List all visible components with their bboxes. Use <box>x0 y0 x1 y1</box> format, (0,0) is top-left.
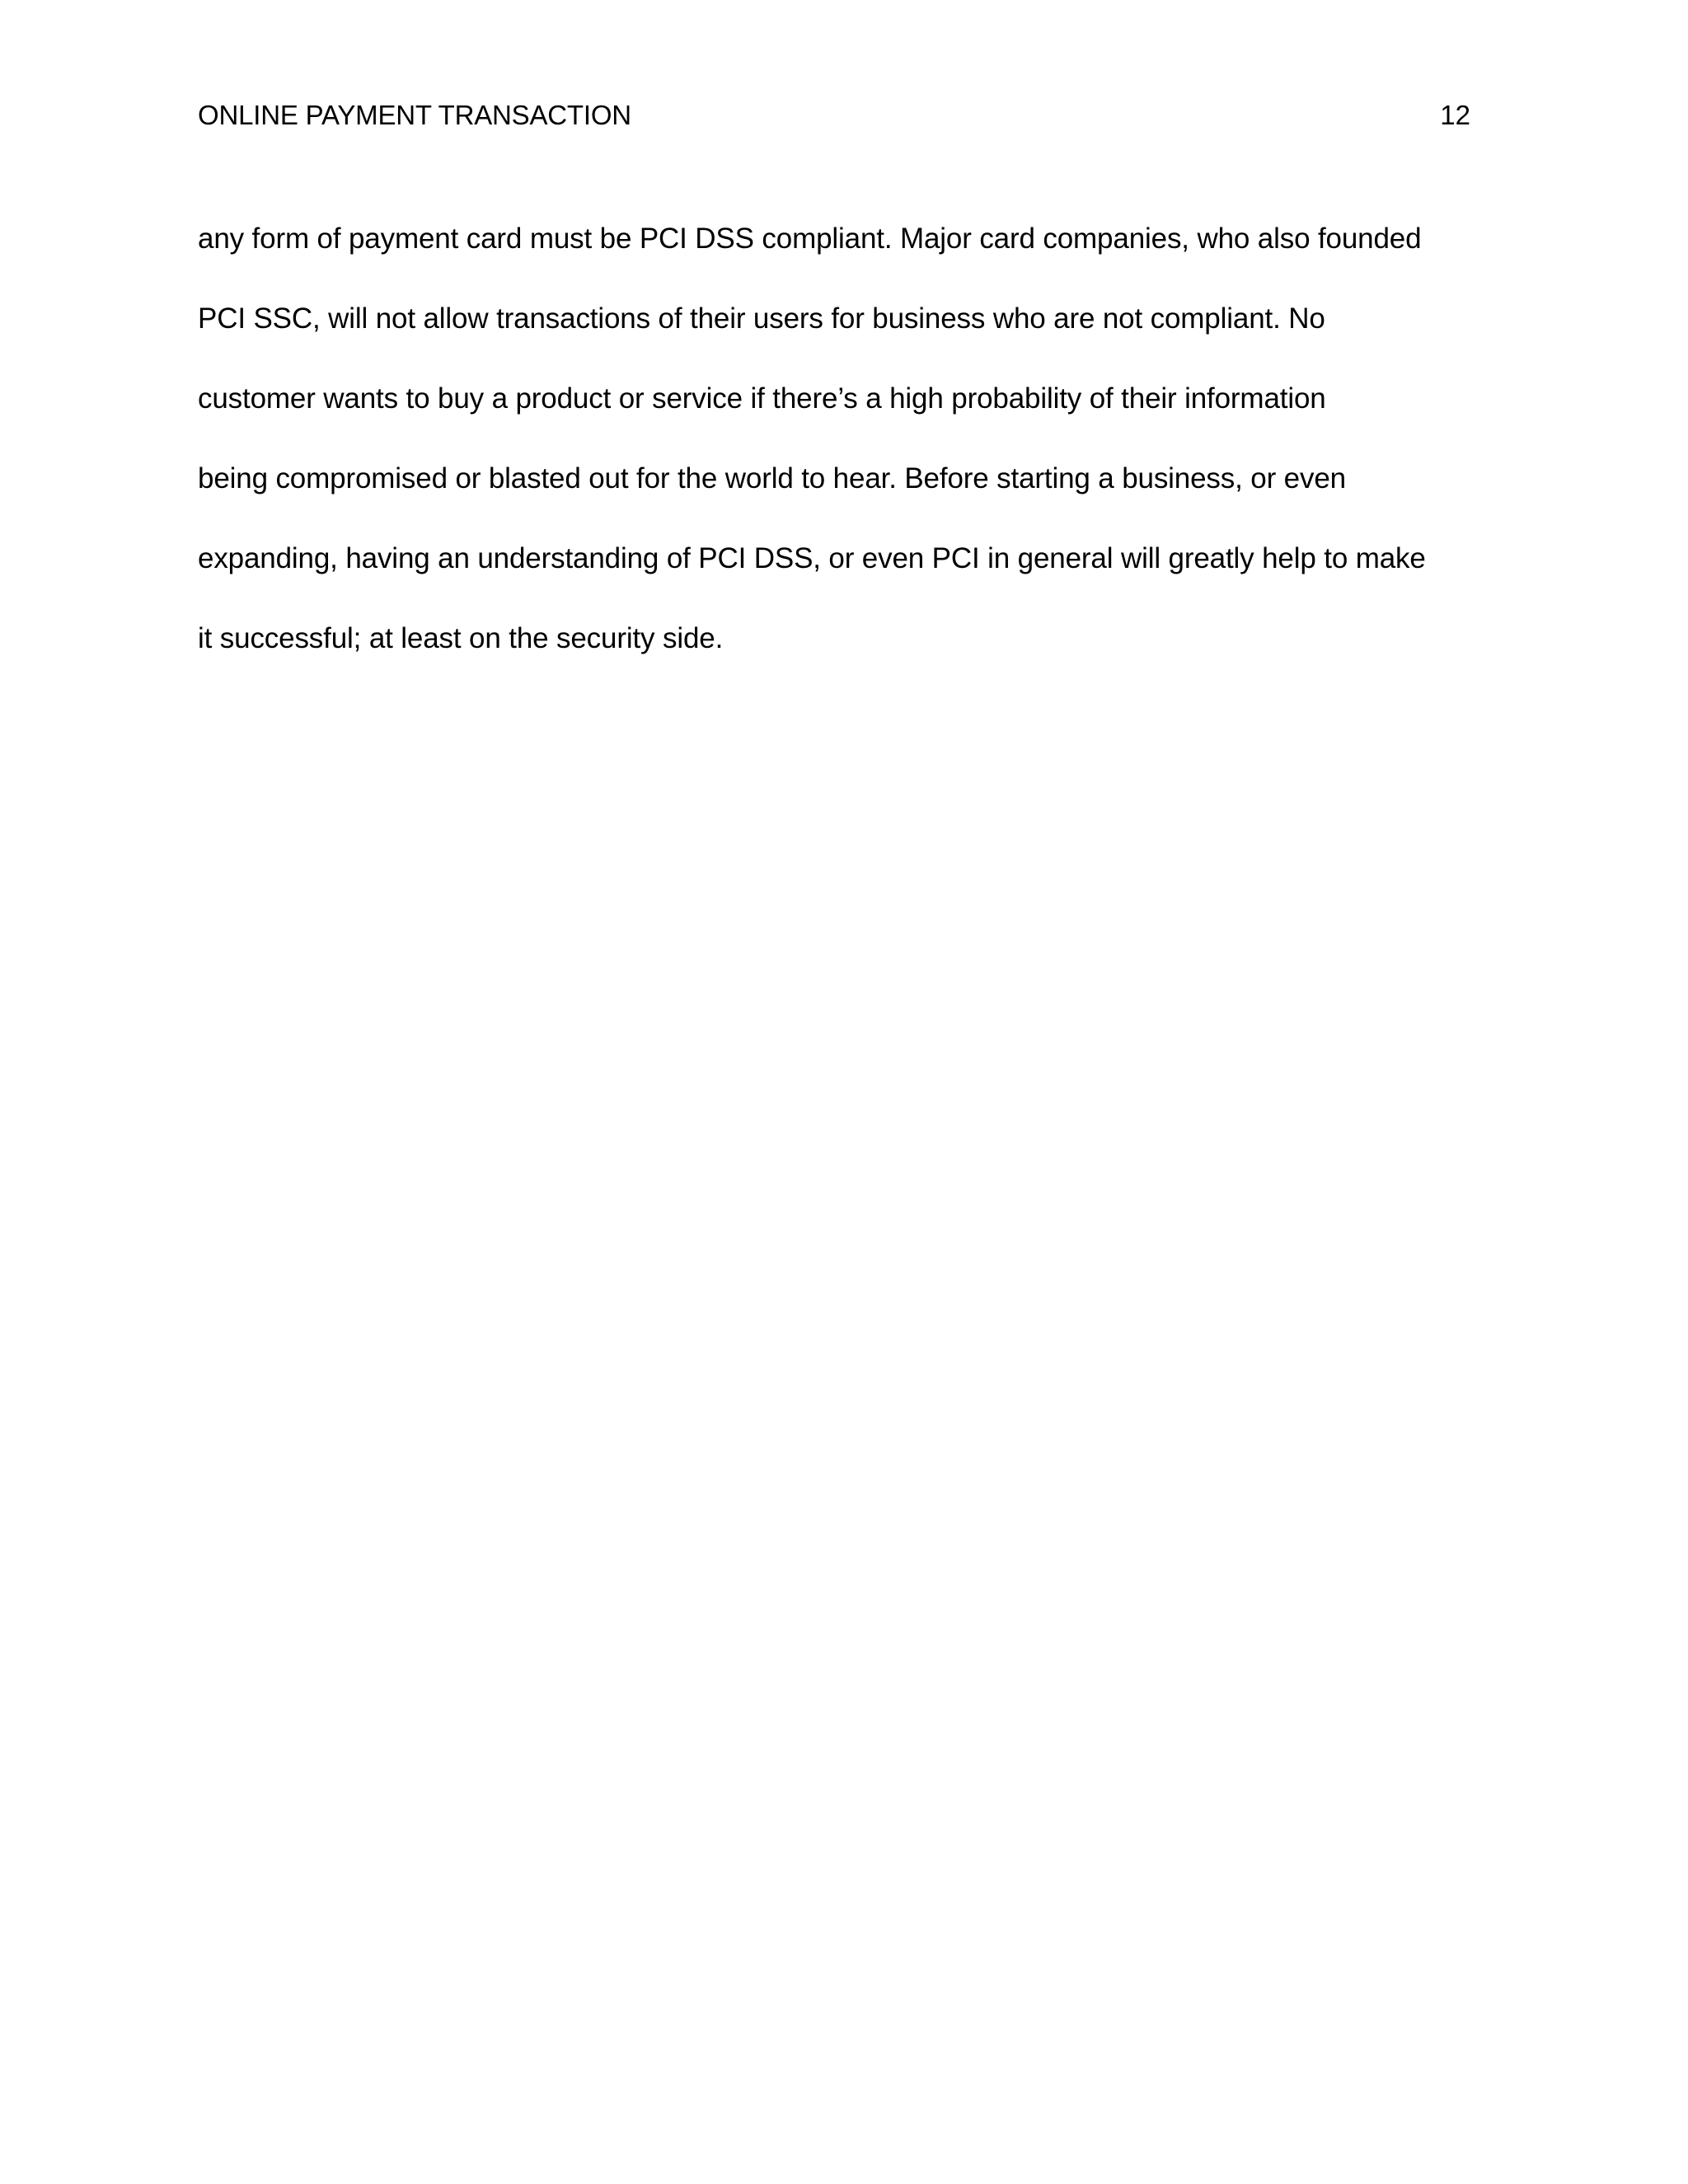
paragraph-line: customer wants to buy a product or service if there’s a high probability of their information <box>198 382 1326 415</box>
body-paragraph <box>198 199 1500 678</box>
running-head: ONLINE PAYMENT TRANSACTION <box>198 100 631 130</box>
paragraph-line: it successful; at least on the security side. <box>198 622 724 654</box>
paragraph-line: being compromised or blasted out for the world to hear. Before starting a business, or even <box>198 462 1346 494</box>
page-number: 12 <box>1440 100 1470 130</box>
paragraph-line: any form of payment card must be PCI DSS compliant. Major card companies, who also founded <box>198 223 1422 255</box>
paragraph-line: expanding, having an understanding of PCI DSS, or even PCI in general will greatly help to make <box>198 542 1426 574</box>
paragraph-line: PCI SSC, will not allow transactions of their users for business who are not compliant. No <box>198 302 1325 335</box>
